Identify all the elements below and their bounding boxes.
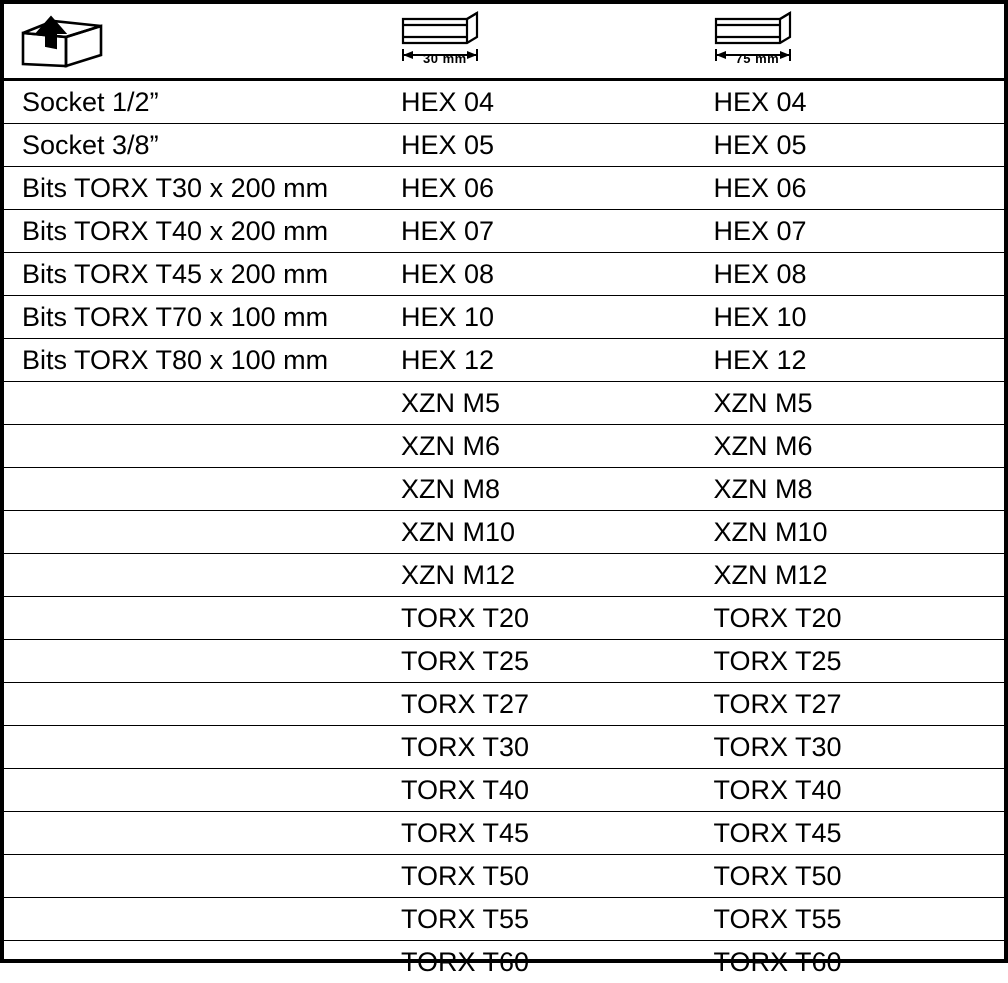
cell-bit-30mm: TORX T45 bbox=[379, 812, 692, 855]
cell-contents bbox=[4, 855, 379, 898]
cell-bit-30mm: XZN M5 bbox=[379, 382, 692, 425]
cell-contents bbox=[4, 726, 379, 769]
cell-bit-30mm: TORX T55 bbox=[379, 898, 692, 941]
cell-bit-75mm: TORX T50 bbox=[692, 855, 1005, 898]
table-row bbox=[4, 124, 1004, 167]
cell-bit-75mm: TORX T25 bbox=[692, 640, 1005, 683]
table-row bbox=[4, 167, 1004, 210]
cell-contents bbox=[4, 425, 379, 468]
cell-bit-75mm: HEX 10 bbox=[692, 296, 1005, 339]
cell-contents: Bits TORX T45 x 200 mm bbox=[4, 253, 379, 296]
cell-bit-75mm: TORX T27 bbox=[692, 683, 1005, 726]
cell-contents: Bits TORX T40 x 200 mm bbox=[4, 210, 379, 253]
cell-contents bbox=[4, 769, 379, 812]
cell-bit-75mm: HEX 05 bbox=[692, 124, 1005, 167]
cell-bit-75mm: HEX 08 bbox=[692, 253, 1005, 296]
cell-contents: Bits TORX T30 x 200 mm bbox=[4, 167, 379, 210]
cell-bit-75mm: HEX 04 bbox=[692, 80, 1005, 124]
table-row bbox=[4, 253, 1004, 296]
cell-bit-75mm: HEX 06 bbox=[692, 167, 1005, 210]
cell-bit-75mm: TORX T30 bbox=[692, 726, 1005, 769]
header-cell-contents bbox=[4, 4, 379, 80]
cell-bit-30mm: XZN M12 bbox=[379, 554, 692, 597]
cell-bit-30mm: XZN M6 bbox=[379, 425, 692, 468]
cell-contents bbox=[4, 683, 379, 726]
cell-bit-30mm: HEX 04 bbox=[379, 80, 692, 124]
table-row bbox=[4, 425, 1004, 468]
cell-contents bbox=[4, 640, 379, 683]
box-with-up-arrow-icon bbox=[20, 13, 104, 69]
cell-contents bbox=[4, 511, 379, 554]
cell-bit-30mm: TORX T25 bbox=[379, 640, 692, 683]
table-row bbox=[4, 769, 1004, 812]
cell-bit-75mm: XZN M12 bbox=[692, 554, 1005, 597]
cell-bit-75mm: TORX T40 bbox=[692, 769, 1005, 812]
cell-bit-30mm: XZN M8 bbox=[379, 468, 692, 511]
cell-contents: Bits TORX T80 x 100 mm bbox=[4, 339, 379, 382]
cell-contents bbox=[4, 597, 379, 640]
cell-bit-30mm: XZN M10 bbox=[379, 511, 692, 554]
cell-bit-30mm: HEX 12 bbox=[379, 339, 692, 382]
cell-bit-30mm: TORX T40 bbox=[379, 769, 692, 812]
table-row bbox=[4, 683, 1004, 726]
cell-contents bbox=[4, 468, 379, 511]
cell-bit-75mm: TORX T55 bbox=[692, 898, 1005, 941]
table-row bbox=[4, 210, 1004, 253]
table-row bbox=[4, 80, 1004, 124]
cell-bit-30mm: TORX T30 bbox=[379, 726, 692, 769]
table-row bbox=[4, 382, 1004, 425]
table-row bbox=[4, 640, 1004, 683]
table-row bbox=[4, 898, 1004, 941]
cell-bit-75mm: TORX T60 bbox=[692, 941, 1005, 983]
cell-bit-30mm: HEX 06 bbox=[379, 167, 692, 210]
cell-bit-75mm: HEX 07 bbox=[692, 210, 1005, 253]
header-cell-bit-30mm bbox=[379, 4, 692, 80]
table-row bbox=[4, 812, 1004, 855]
cell-bit-30mm: HEX 10 bbox=[379, 296, 692, 339]
table-body bbox=[4, 80, 1004, 983]
cell-contents: Socket 1/2” bbox=[4, 80, 379, 124]
cell-bit-30mm: HEX 08 bbox=[379, 253, 692, 296]
table-row bbox=[4, 726, 1004, 769]
bit-length-label: 75 mm bbox=[736, 51, 780, 66]
cell-bit-75mm: TORX T20 bbox=[692, 597, 1005, 640]
cell-bit-30mm: HEX 05 bbox=[379, 124, 692, 167]
cell-bit-75mm: TORX T45 bbox=[692, 812, 1005, 855]
header-cell-bit-75mm bbox=[692, 4, 1005, 80]
cell-contents bbox=[4, 554, 379, 597]
cell-bit-75mm: HEX 12 bbox=[692, 339, 1005, 382]
table-row bbox=[4, 468, 1004, 511]
table-row bbox=[4, 597, 1004, 640]
cell-bit-30mm: TORX T50 bbox=[379, 855, 692, 898]
cell-contents bbox=[4, 898, 379, 941]
table-row bbox=[4, 941, 1004, 983]
cell-bit-75mm: XZN M5 bbox=[692, 382, 1005, 425]
cell-bit-30mm: TORX T27 bbox=[379, 683, 692, 726]
cell-contents bbox=[4, 812, 379, 855]
table-row bbox=[4, 511, 1004, 554]
cell-bit-30mm: TORX T20 bbox=[379, 597, 692, 640]
cell-bit-75mm: XZN M8 bbox=[692, 468, 1005, 511]
cell-bit-30mm: HEX 07 bbox=[379, 210, 692, 253]
table-row bbox=[4, 296, 1004, 339]
table-row bbox=[4, 339, 1004, 382]
cell-contents: Bits TORX T70 x 100 mm bbox=[4, 296, 379, 339]
table-row bbox=[4, 554, 1004, 597]
cell-contents: Socket 3/8” bbox=[4, 124, 379, 167]
table-header bbox=[4, 4, 1004, 80]
table-row bbox=[4, 855, 1004, 898]
cell-bit-75mm: XZN M10 bbox=[692, 511, 1005, 554]
hex-bit-icon bbox=[710, 9, 870, 73]
parts-table bbox=[4, 4, 1004, 983]
cell-bit-75mm: XZN M6 bbox=[692, 425, 1005, 468]
cell-contents bbox=[4, 382, 379, 425]
cell-bit-30mm: TORX T60 bbox=[379, 941, 692, 983]
bit-length-label: 30 mm bbox=[423, 51, 467, 66]
cell-contents bbox=[4, 941, 379, 983]
hex-bit-icon bbox=[397, 9, 557, 73]
table-header-row bbox=[4, 4, 1004, 80]
